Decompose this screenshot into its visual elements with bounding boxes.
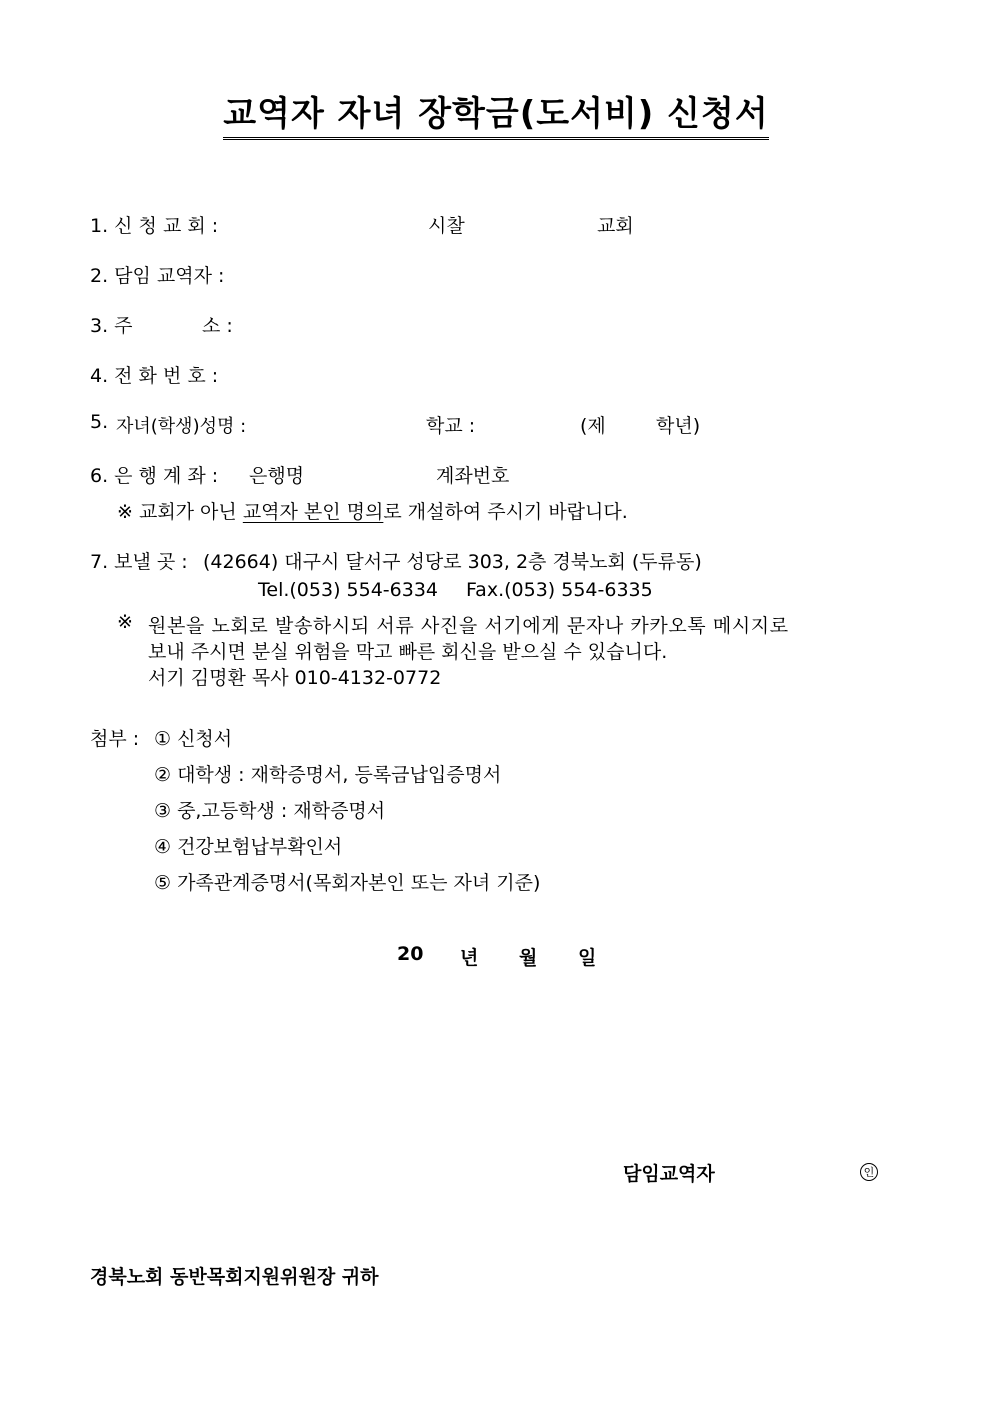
send-note-line-1: 원본을 노회로 발송하시되 서류 사진을 서기에게 문자나 카카오톡 메시지로: [148, 615, 789, 637]
attachment-item: ⑤ 가족관계증명서(목회자본인 또는 자녀 기준): [154, 872, 541, 894]
attachment-item: ③ 중,고등학생 : 재학증명서: [154, 800, 386, 822]
send-label: 7. 보낼 곳 :: [90, 551, 188, 573]
church-suffix: 교회: [597, 215, 634, 237]
attachment-item: ② 대학생 : 재학증명서, 등록금납입증명서: [154, 764, 502, 786]
seal-mark: 인: [860, 1161, 878, 1181]
school-label: 학교 :: [426, 415, 476, 437]
recipient: 경북노회 동반목회지원위원장 귀하: [90, 1266, 379, 1288]
bank-name-label: 은행명: [249, 465, 305, 487]
send-address: (42664) 대구시 달서구 성당로 303, 2층 경북노회 (두류동): [203, 551, 702, 573]
attachment-item: ① 신청서: [154, 728, 233, 750]
address-label-num: 3. 주: [90, 315, 133, 337]
phone-label: 4. 전 화 번 호 :: [90, 365, 219, 387]
grade-open: (제: [580, 415, 606, 437]
church-label: 1. 신 청 교 회 :: [90, 215, 219, 237]
student-label: 자녀(학생)성명 :: [116, 416, 247, 437]
signature-label: 담임교역자: [623, 1163, 715, 1185]
send-note-line-2: 보내 주시면 분실 위험을 막고 빠른 회신을 받으실 수 있습니다.: [148, 641, 668, 663]
address-label-end: 소 :: [202, 315, 233, 337]
send-tel: Tel.(053) 554-6334: [258, 579, 438, 601]
pastor-label: 2. 담임 교역자 :: [90, 265, 225, 287]
attachment-item: ④ 건강보험납부확인서: [154, 836, 343, 858]
attachments-label: 첨부 :: [90, 728, 140, 750]
student-label-num: 5.: [90, 411, 109, 433]
send-note-line-3: 서기 김명환 목사 010-4132-0772: [148, 667, 442, 689]
date-year: 20: [397, 943, 424, 965]
bank-note-underlined: 교역자 본인 명의: [242, 501, 384, 523]
account-label: 계좌번호: [436, 465, 510, 487]
page-title: 교역자 자녀 장학금(도서비) 신청서: [0, 86, 992, 140]
date-day-unit: 일: [578, 947, 597, 969]
send-note-mark: ※: [117, 611, 133, 633]
date-month-unit: 월: [519, 947, 538, 969]
grade-close: 학년): [656, 415, 701, 437]
church-district: 시찰: [428, 215, 465, 237]
bank-label: 6. 은 행 계 좌 :: [90, 465, 219, 487]
bank-note: ※ 교회가 아닌 교역자 본인 명의로 개설하여 주시기 바랍니다.: [117, 501, 628, 523]
date-year-unit: 년: [460, 947, 479, 969]
send-fax: Fax.(053) 554-6335: [466, 579, 653, 601]
